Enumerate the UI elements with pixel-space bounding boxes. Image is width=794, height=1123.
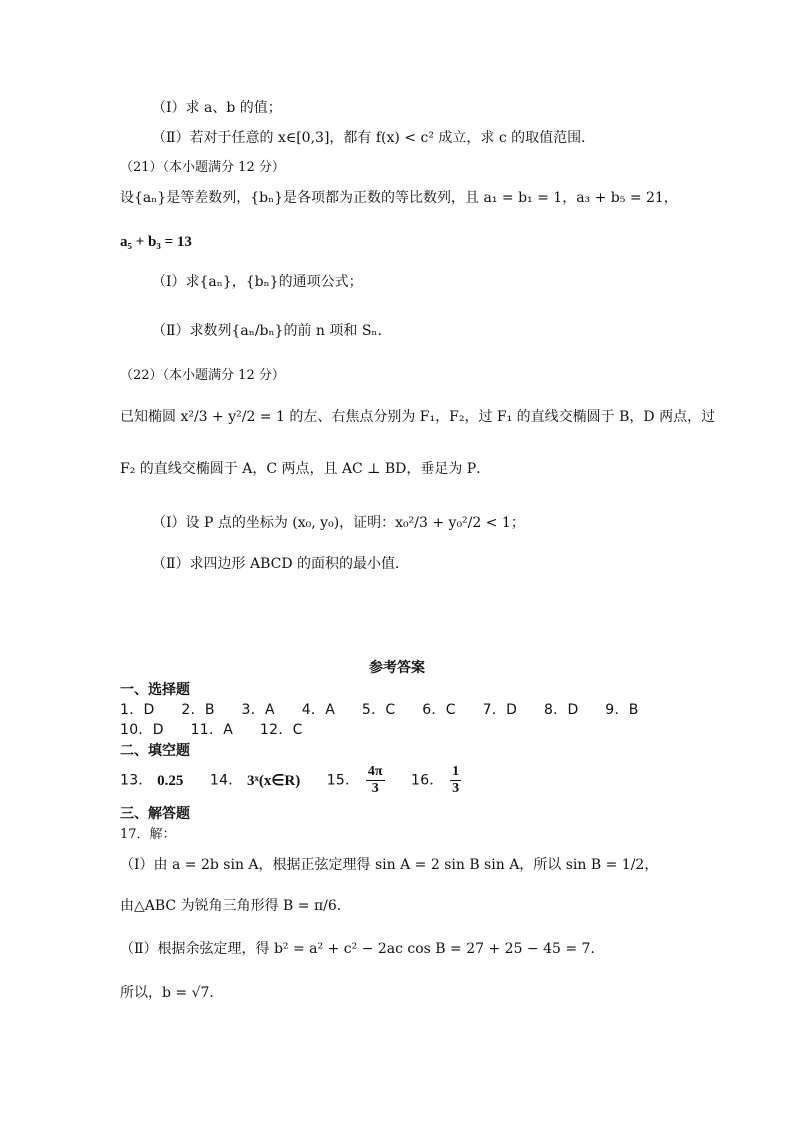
choice-10: 10．D xyxy=(120,722,164,738)
choice-2: 2．B xyxy=(181,702,215,718)
fill-16-numerator: 1 xyxy=(450,764,461,781)
q20-part2-text: （Ⅱ）若对于任意的 x∈[0,3]，都有 f(x) < c² 成立，求 c 的取值范围． xyxy=(152,130,596,146)
answers-title: 参考答案 xyxy=(369,660,425,676)
q21-part1: （Ⅰ）求{aₙ}，{bₙ}的通项公式； xyxy=(152,274,363,290)
answers-sec3: 三、解答题 xyxy=(120,806,190,822)
answers-sec1: 一、选择题 xyxy=(120,682,190,698)
fill-15-num: 15． xyxy=(326,772,360,789)
fill-16-num: 16． xyxy=(410,772,444,789)
choice-8: 8．D xyxy=(543,702,579,718)
choice-4: 4．A xyxy=(301,702,336,718)
q22-part1: （Ⅰ）设 P 点的坐标为 (x₀, y₀)，证明：x₀²/3 + y₀²/2 < 1； xyxy=(152,515,525,531)
choice-12: 12．C xyxy=(259,722,303,738)
choice-5: 5．C xyxy=(361,702,396,718)
q21-part2: （Ⅱ）求数列{aₙ/bₙ}的前 n 项和 Sₙ． xyxy=(152,323,392,339)
fill-14-num: 14． xyxy=(209,772,243,789)
s17-line2: 由△ABC 为锐角三角形得 B = π/6． xyxy=(120,898,351,914)
fill-16-fraction xyxy=(450,764,461,797)
q22-header: （22）（本小题满分 12 分） xyxy=(120,368,285,383)
choice-1: 1．D xyxy=(120,702,155,718)
s17-line1: （Ⅰ）由 a = 2b sin A，根据正弦定理得 sin A = 2 sin B sin A，所以 sin B = 1/2， xyxy=(120,857,659,873)
q22-part2: （Ⅱ）求四边形 ABCD 的面积的最小值． xyxy=(152,556,410,572)
fill-15-numerator: 4π xyxy=(366,764,385,781)
fill-15-denominator: 3 xyxy=(371,781,379,797)
s17-line3: （Ⅱ）根据余弦定理，得 b² = a² + c² − 2ac cos B = 27 + 25 − 45 = 7． xyxy=(120,941,605,957)
q21-stem: 设{aₙ}是等差数列，{bₙ}是各项都为正数的等比数列，且 a₁ = b₁ = 1，a₃ + b₅ = 21， xyxy=(120,190,678,206)
fill-14-answer: 3ˣ(x∈R) xyxy=(247,772,301,789)
q22-stem: 已知椭圆 x²/3 + y²/2 = 1 的左、右焦点分别为 F₁，F₂，过 F₁ 的直线交椭圆于 B，D 两点，过 xyxy=(120,409,716,425)
choice-7: 7．D xyxy=(482,702,518,718)
fill-13-answer: 0.25 xyxy=(157,772,184,789)
s17-head: 17．解： xyxy=(120,827,176,842)
choice-9: 9．B xyxy=(605,702,639,718)
fill-16-denominator: 3 xyxy=(452,781,460,797)
fill-13-num: 13． xyxy=(120,772,153,789)
q20-part2 xyxy=(152,130,595,147)
s17-line4: 所以，b = √7． xyxy=(120,985,224,1001)
fill-row xyxy=(120,764,463,797)
choice-6: 6．C xyxy=(422,702,456,718)
q22-stem2: F₂ 的直线交椭圆于 A，C 两点，且 AC ⊥ BD，垂足为 P． xyxy=(120,461,491,477)
choice-3: 3．A xyxy=(241,702,275,718)
q21-header: （21）（本小题满分 12 分） xyxy=(120,160,285,175)
q20-part1 xyxy=(152,100,282,117)
choice-11: 11．A xyxy=(190,722,234,738)
q21-stem2: a₅ + b₃ = 13 xyxy=(120,234,192,250)
choices-row2 xyxy=(120,722,325,739)
choices-row1 xyxy=(120,702,661,719)
answers-sec2: 二、填空题 xyxy=(120,743,190,759)
fill-15-fraction xyxy=(366,764,385,797)
q20-part1-text: （Ⅰ）求 a、b 的值； xyxy=(152,100,282,116)
